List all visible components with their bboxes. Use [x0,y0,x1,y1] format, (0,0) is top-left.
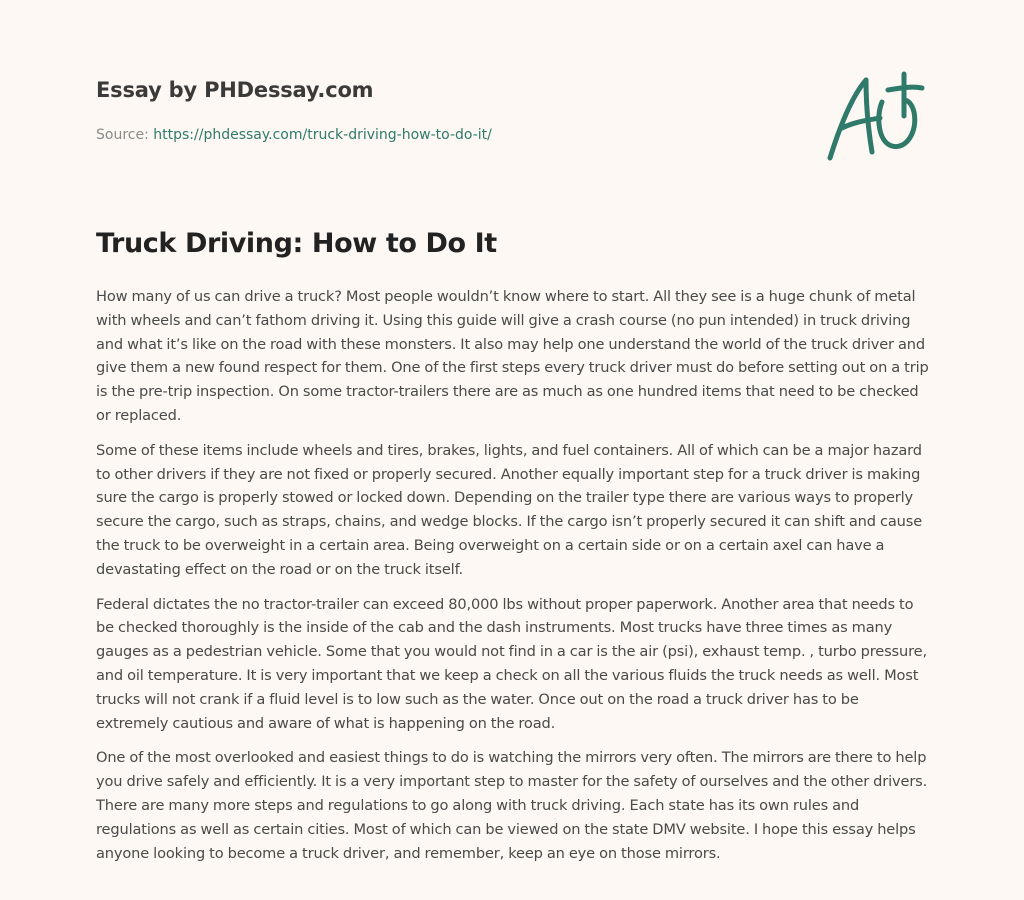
essay-paragraph: Federal dictates the no tractor-trailer can exceed 80,000 lbs without proper paperwork. Another area that needs to be checked thoroughly is the inside of the cab and the dash instruments. Most trucks have three times as many gauges as a pedestrian vehicle. Some that you would not find in a car is the air (psi), exhaust temp. , turbo pressure, and oil temperature. It is very important that we keep a check on all the various fluids the truck needs as well. Most trucks will not crank if a fluid level is to low such as the water. Once out on the road a truck driver has to be extremely cautious and aware of what is happening on the road. [96,595,927,732]
document-header [96,74,796,145]
site-title: Essay by PHDessay.com [96,78,374,102]
essay-paragraph: Some of these items include wheels and tires, brakes, lights, and fuel containers. All of which can be a major hazard to other drivers if they are not fixed or properly secured. Another equally important step for a truck driver is making sure the cargo is properly stowed or locked down. Depending on the trailer type there are various ways to properly secure the cargo, such as straps, chains, and wedge blocks. If the cargo isn’t properly secured it can shift and cause the truck to be overweight in a certain area. Being overweight on a certain side or on a certain axel can have a devastating effect on the road or on the truck itself. [96,441,923,578]
source-link[interactable]: https://phdessay.com/truck-driving-how-to-do-it/ [153,127,492,143]
essay-body [96,285,930,876]
source-label: Source: [96,127,149,143]
essay-title: Truck Driving: How to Do It [96,228,497,259]
essay-paragraph: How many of us can drive a truck? Most people wouldn’t know where to start. All they see is a huge chunk of metal with wheels and can’t fathom driving it. Using this guide will give a crash course (no pun intended) in truck driving and what it’s like on the road with these monsters. It also may help one understand the world of the truck driver and give them a new found respect for them. One of the first steps every truck driver must do before setting out on a trip is the pre-trip inspection. On some tractor-trailers there are as much as one hundred items that need to be checked or replaced. [96,288,929,424]
essay-paragraph: One of the most overlooked and easiest things to do is watching the mirrors very often. The mirrors are there to help you drive safely and efficiently. It is a very important step to master for the safety of ourselves and the other drivers. There are many more steps and regulations to go along with truck driving. Each state has its own rules and regulations as well as certain cities. Most of which can be viewed on the state DMV website. I hope this essay helps anyone looking to become a truck driver, and remember, keep an eye on those mirrors. [96,749,928,862]
source-line [96,125,796,145]
a-plus-grade-logo-icon [820,66,930,166]
